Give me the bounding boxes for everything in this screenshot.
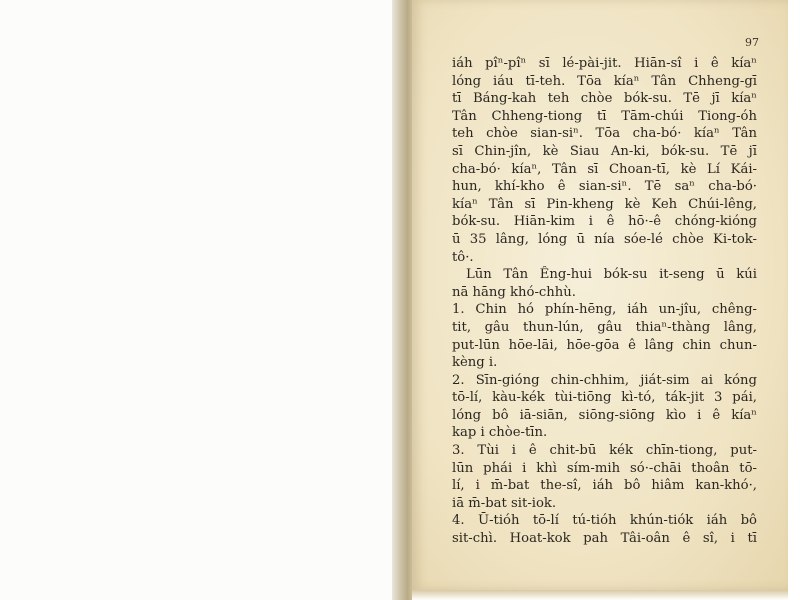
list-item-line: lóng bô iā-siān, siōng-siōng kìo i ê kíaⁿ — [452, 407, 757, 423]
text-line: kíaⁿ Tân sī Pin-kheng kè Keh Chúi-lêng, — [452, 196, 757, 212]
text-line: tô·. — [452, 249, 474, 265]
text-line: bók-su. Hiān-kim i ê hō·-ê chóng-kióng — [452, 214, 757, 230]
text-line: tī Báng-kah teh chòe bók-su. Tē jī kíaⁿ — [452, 91, 757, 107]
text-line: cha-bó· kíaⁿ, Tân sī Choan-tī, kè Lí Kái- — [452, 161, 757, 177]
text-line: iáh pîⁿ-pîⁿ sī lé-pài-jit. Hiān-sî i ê kíaⁿ — [452, 56, 757, 71]
text-line: Tân Chheng-tiong tī Tām-chúi Tiong-óh — [452, 108, 757, 124]
list-item-line: 4. Ū-tióh tō-lí tú-tióh khún-tiók iáh bô — [452, 513, 757, 529]
list-item-line: lí, i m̄-bat the-sî, iáh bô hiâm kan-khó·, — [452, 478, 757, 494]
book-gutter — [392, 0, 414, 600]
list-item-line: iā m̄-bat sit-iok. — [452, 495, 557, 511]
list-item-line: 2. Sīn-gióng chin-chhim, jiát-sim ai kóng — [452, 372, 757, 388]
list-item-line: kap i chòe-tīn. — [452, 425, 548, 441]
text-line: sī Chin-jîn, kè Siau An-ki, bók-su. Tē jī — [452, 143, 757, 159]
list-item-line: 3. Tùi i ê chit-bū kék chīn-tiong, put- — [452, 443, 757, 459]
list-item-line: 1. Chin hó phín-hēng, iáh un-jîu, chêng- — [452, 302, 757, 318]
page-text — [452, 55, 757, 548]
left-blank-page — [0, 0, 398, 600]
list-item-line: tō-lí, kàu-kék tùi-tiōng kì-tó, ták-jit 3 pái, — [452, 390, 757, 406]
list-item-line: lūn phái i khì sím-mih só·-chāi thoân tō- — [452, 460, 757, 476]
page-bottom-edge — [412, 590, 788, 600]
list-item-line: kèng i. — [452, 355, 498, 371]
text-line: nā hāng khó-chhù. — [452, 284, 576, 300]
list-item-line: sit-chì. Hoat-kok pah Tâi-oân ê sî, i tī — [452, 531, 757, 547]
list-item-line: put-lūn hōe-lāi, hōe-gōa ê lâng chin chun- — [452, 337, 757, 353]
text-line: teh chòe sian-siⁿ. Tōa cha-bó· kíaⁿ Tân — [452, 126, 757, 142]
text-line: hun, khí-kho ê sian-siⁿ. Tē saⁿ cha-bó· — [452, 179, 757, 195]
list-item-line: tit, gâu thun-lún, gâu thiaⁿ-thàng lâng, — [452, 319, 757, 335]
text-line: lóng iáu tī-teh. Tōa kíaⁿ Tân Chheng-gī — [452, 73, 757, 89]
text-line: ū 35 lâng, lóng ū nía sóe-lé chòe Ki-tok- — [452, 231, 757, 247]
page-number: 97 — [745, 36, 759, 49]
text-line: Lūn Tân Êng-hui bók-su it-seng ū kúi — [466, 267, 757, 283]
